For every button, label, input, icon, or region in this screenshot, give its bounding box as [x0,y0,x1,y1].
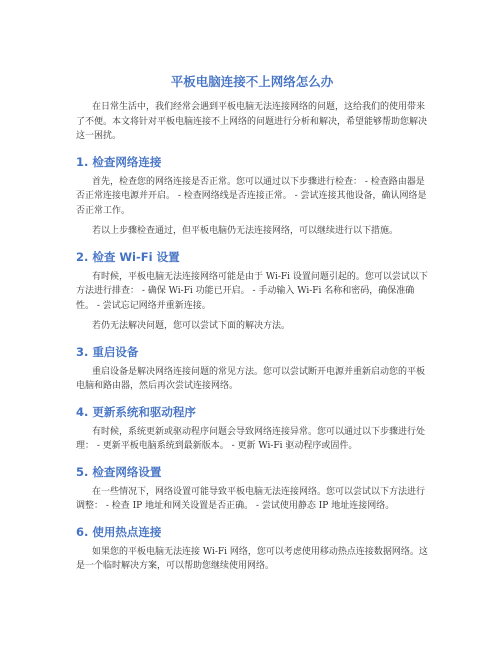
section-paragraph: 如果您的平板电脑无法连接 Wi-Fi 网络，您可以考虑使用移动热点连接数据网络。这是一个临时解决方案，可以帮助您继续使用网络。 [76,546,428,571]
section-2 [76,249,428,334]
intro-paragraph: 在日常生活中，我们经常会遇到平板电脑无法连接网络的问题，这给我们的使用带来了不便。本文将针对平板电脑连接不上网络的问题进行分析和解决，希望能够帮助您解决这一困扰。 [76,102,428,141]
section-heading: 4. 更新系统和驱动程序 [76,404,196,419]
section-heading: 1. 检查网络连接 [76,154,162,169]
section-heading: 2. 检查 Wi-Fi 设置 [76,249,180,264]
section-6 [76,524,428,574]
section-paragraph: 重启设备是解决网络连接问题的常见方法。您可以尝试断开电源并重新启动您的平板电脑和路由器，然后再次尝试连接网络。 [76,366,426,391]
section-1 [76,154,428,239]
section-4 [76,404,428,454]
section-paragraph: 有时候，平板电脑无法连接网络可能是由于 Wi-Fi 设置问题引起的。您可以尝试以下方法进行排查： - 确保 Wi-Fi 功能已开启。 - 手动输入 Wi-Fi 名称和密码，确保准确性。 - 尝试忘记网络并重新连接。 [76,271,428,311]
document-title: 平板电脑连接不上网络怎么办 [170,74,334,89]
section-paragraph: 有时候，系统更新或驱动程序问题会导致网络连接异常。您可以通过以下步骤进行处理： - 更新平板电脑系统到最新版本。 - 更新 Wi-Fi 驱动程序或固件。 [76,426,426,451]
section-heading: 6. 使用热点连接 [76,524,162,539]
section-5 [76,464,428,514]
section-heading: 5. 检查网络设置 [76,464,162,479]
section-paragraph: 若以上步骤检查通过，但平板电脑仍无法连接网络，可以继续进行以下措施。 [92,226,399,236]
document-page [76,74,428,580]
section-paragraph: 在一些情况下，网络设置可能导致平板电脑无法连接网络。您可以尝试以下方法进行调整： - 检查 IP 地址和网关设置是否正确。 - 尝试使用静态 IP 地址连接网络。 [76,486,426,511]
section-paragraph: 若仍无法解决问题，您可以尝试下面的解决方法。 [92,321,291,331]
section-3 [76,344,428,394]
section-paragraph: 首先，检查您的网络连接是否正常。您可以通过以下步骤进行检查： - 检查路由器是否正常连接电源并开启。 - 检查网络线是否连接正常。 - 尝试连接其他设备，确认网络是否正常工作。 [76,176,427,216]
section-heading: 3. 重启设备 [76,344,139,359]
